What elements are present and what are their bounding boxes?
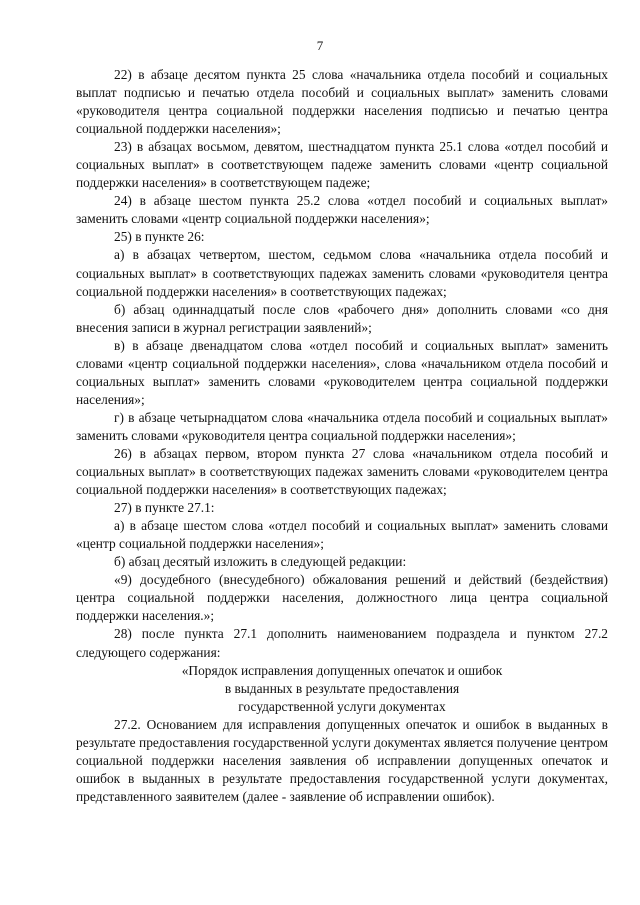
paragraph-25-a: а) в абзацах четвертом, шестом, седьмом слова «начальника отдела пособий и социальных выплат» в соответствующих падежах заменить словами «руководителя центра социальной поддержки населения» в соответствующих падежах; [76,247,608,299]
paragraph-27: 27) в пункте 27.1: [114,500,215,516]
paragraph-28: 28) после пункта 27.1 дополнить наименованием подраздела и пунктом 27.2 следующего содержания: [76,626,608,660]
subsection-heading-line-1: «Порядок исправления допущенных опечаток и ошибок [181,662,503,678]
document-body [76,66,608,806]
paragraph-25-b: б) абзац одиннадцатый после слов «рабочего дня» дополнить словами «со дня внесения записи в журнал регистрации заявлений»; [76,301,608,335]
paragraph-quote-9: «9) досудебного (внесудебного) обжалования решений и действий (бездействия) центра социальной поддержки населения, должностного лица центра социальной поддержки населения.»; [76,572,608,624]
page-number: 7 [316,38,324,53]
paragraph-27-b: б) абзац десятый изложить в следующей редакции: [114,554,407,570]
paragraph-25-v: в) в абзаце двенадцатом слова «отдел пособий и социальных выплат» заменить словами «центр социальной поддержки населения», слова «начальником отдела пособий и социальных выплат» заменить словами «руководителем центра социальной поддержки населения»; [76,337,608,407]
subsection-heading-line-3: государственной услуги документах [238,698,446,714]
paragraph-23: 23) в абзацах восьмом, девятом, шестнадцатом пункта 25.1 слова «отдел пособий и социальных выплат» в соответствующем падеже заменить словами «центр социальной поддержки населения» в соответствующем падеже; [76,139,608,191]
paragraph-24: 24) в абзаце шестом пункта 25.2 слова «отдел пособий и социальных выплат» заменить словами «центр социальной поддержки населения»; [76,193,608,227]
paragraph-22: 22) в абзаце десятом пункта 25 слова «начальника отдела пособий и социальных выплат подписью и печатью отдела пособий и социальных выплат» заменить словами «руководителя центра социальной поддержки населения подписью и печатью центра социальной поддержки населения»; [76,67,608,137]
paragraph-25: 25) в пункте 26: [114,229,205,245]
paragraph-27-2: 27.2. Основанием для исправления допущенных опечаток и ошибок в выданных в результате предоставления государственной услуги документах является получение центром социальной поддержки населения заявления об исправлении допущенных опечаток и ошибок в выданных в результате предоставления государственной услуги документах, представленного заявителем (далее - заявление об исправлении ошибок). [76,716,608,804]
paragraph-26: 26) в абзацах первом, втором пункта 27 слова «начальником отдела пособий и социальных выплат» в соответствующих падежах заменить словами «руководителем центра социальной поддержки населения» в соответствующих падежах; [76,445,608,498]
paragraph-25-g: г) в абзаце четырнадцатом слова «начальника отдела пособий и социальных выплат» заменить словами «руководителя центра социальной поддержки населения»; [76,409,608,443]
paragraph-27-a: а) в абзаце шестом слова «отдел пособий и социальных выплат» заменить словами «центр социальной поддержки населения»; [76,518,608,552]
subsection-heading-line-2: в выданных в результате предоставления [224,680,460,696]
